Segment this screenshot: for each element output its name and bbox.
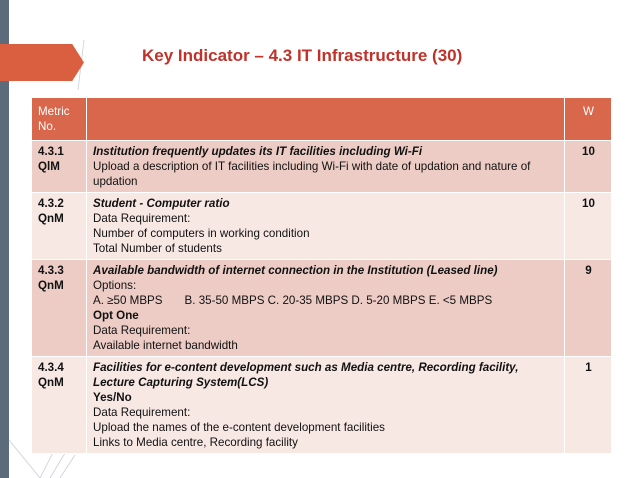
weight-value: 9	[565, 260, 612, 357]
slide-title: Key Indicator – 4.3 IT Infrastructure (30)	[142, 46, 463, 65]
indicator-table	[31, 97, 612, 454]
metric-detail: Available internet bandwidth	[93, 339, 238, 352]
description-cell	[87, 141, 565, 193]
options-label: Options:	[93, 279, 137, 292]
metric-type: QnM	[38, 376, 64, 389]
metric-id: 4.3.2	[38, 197, 64, 210]
weight-value: 10	[565, 193, 612, 260]
metric-id: 4.3.4	[38, 361, 64, 374]
metric-title: Student - Computer ratio	[93, 197, 230, 210]
header-metric-no: Metric No.	[32, 98, 87, 141]
metric-detail: Upload a description of IT facilities including Wi-Fi with date of updation and nature of updation	[93, 160, 531, 188]
header-description	[87, 98, 565, 141]
metric-title: Available bandwidth of internet connection in the Institution (Leased line)	[93, 264, 498, 277]
table-row	[32, 357, 612, 454]
answer-type: Yes/No	[93, 391, 132, 404]
metric-title: Facilities for e-content development such as Media centre, Recording facility, Lecture Capturing System(LCS)	[93, 361, 519, 389]
metric-cell	[32, 357, 87, 454]
metric-cell	[32, 193, 87, 260]
metric-detail: Number of computers in working condition	[93, 227, 310, 240]
weight-value: 10	[565, 141, 612, 193]
table-header-row	[32, 98, 612, 141]
description-cell	[87, 193, 565, 260]
metric-detail: Upload the names of the e-content development facilities	[93, 421, 385, 434]
options-rest: B. 35-50 MBPS C. 20-35 MBPS D. 5-20 MBPS E. <5 MBPS	[184, 294, 493, 307]
table-row	[32, 193, 612, 260]
metric-cell	[32, 260, 87, 357]
title-arrow-banner	[0, 44, 84, 81]
metric-type: QnM	[38, 279, 64, 292]
metric-title: Institution frequently updates its IT facilities including Wi-Fi	[93, 145, 423, 158]
metric-type: QlM	[38, 160, 60, 173]
metric-detail: Data Requirement:	[93, 324, 191, 337]
metric-detail: Total Number of students	[93, 242, 222, 255]
metric-cell	[32, 141, 87, 193]
table-row	[32, 260, 612, 357]
weight-value: 1	[565, 357, 612, 454]
answer-type: Opt One	[93, 309, 139, 322]
metric-detail: Links to Media centre, Recording facility	[93, 436, 298, 449]
header-weight: W	[565, 98, 612, 141]
metric-id: 4.3.1	[38, 145, 64, 158]
table-row	[32, 141, 612, 193]
options-list	[93, 293, 559, 308]
option-a: A. ≥50 MBPS	[93, 294, 163, 307]
description-cell	[87, 357, 565, 454]
metric-id: 4.3.3	[38, 264, 64, 277]
metric-detail: Data Requirement:	[93, 212, 191, 225]
description-cell	[87, 260, 565, 357]
metric-type: QnM	[38, 212, 64, 225]
metric-detail: Data Requirement:	[93, 406, 191, 419]
